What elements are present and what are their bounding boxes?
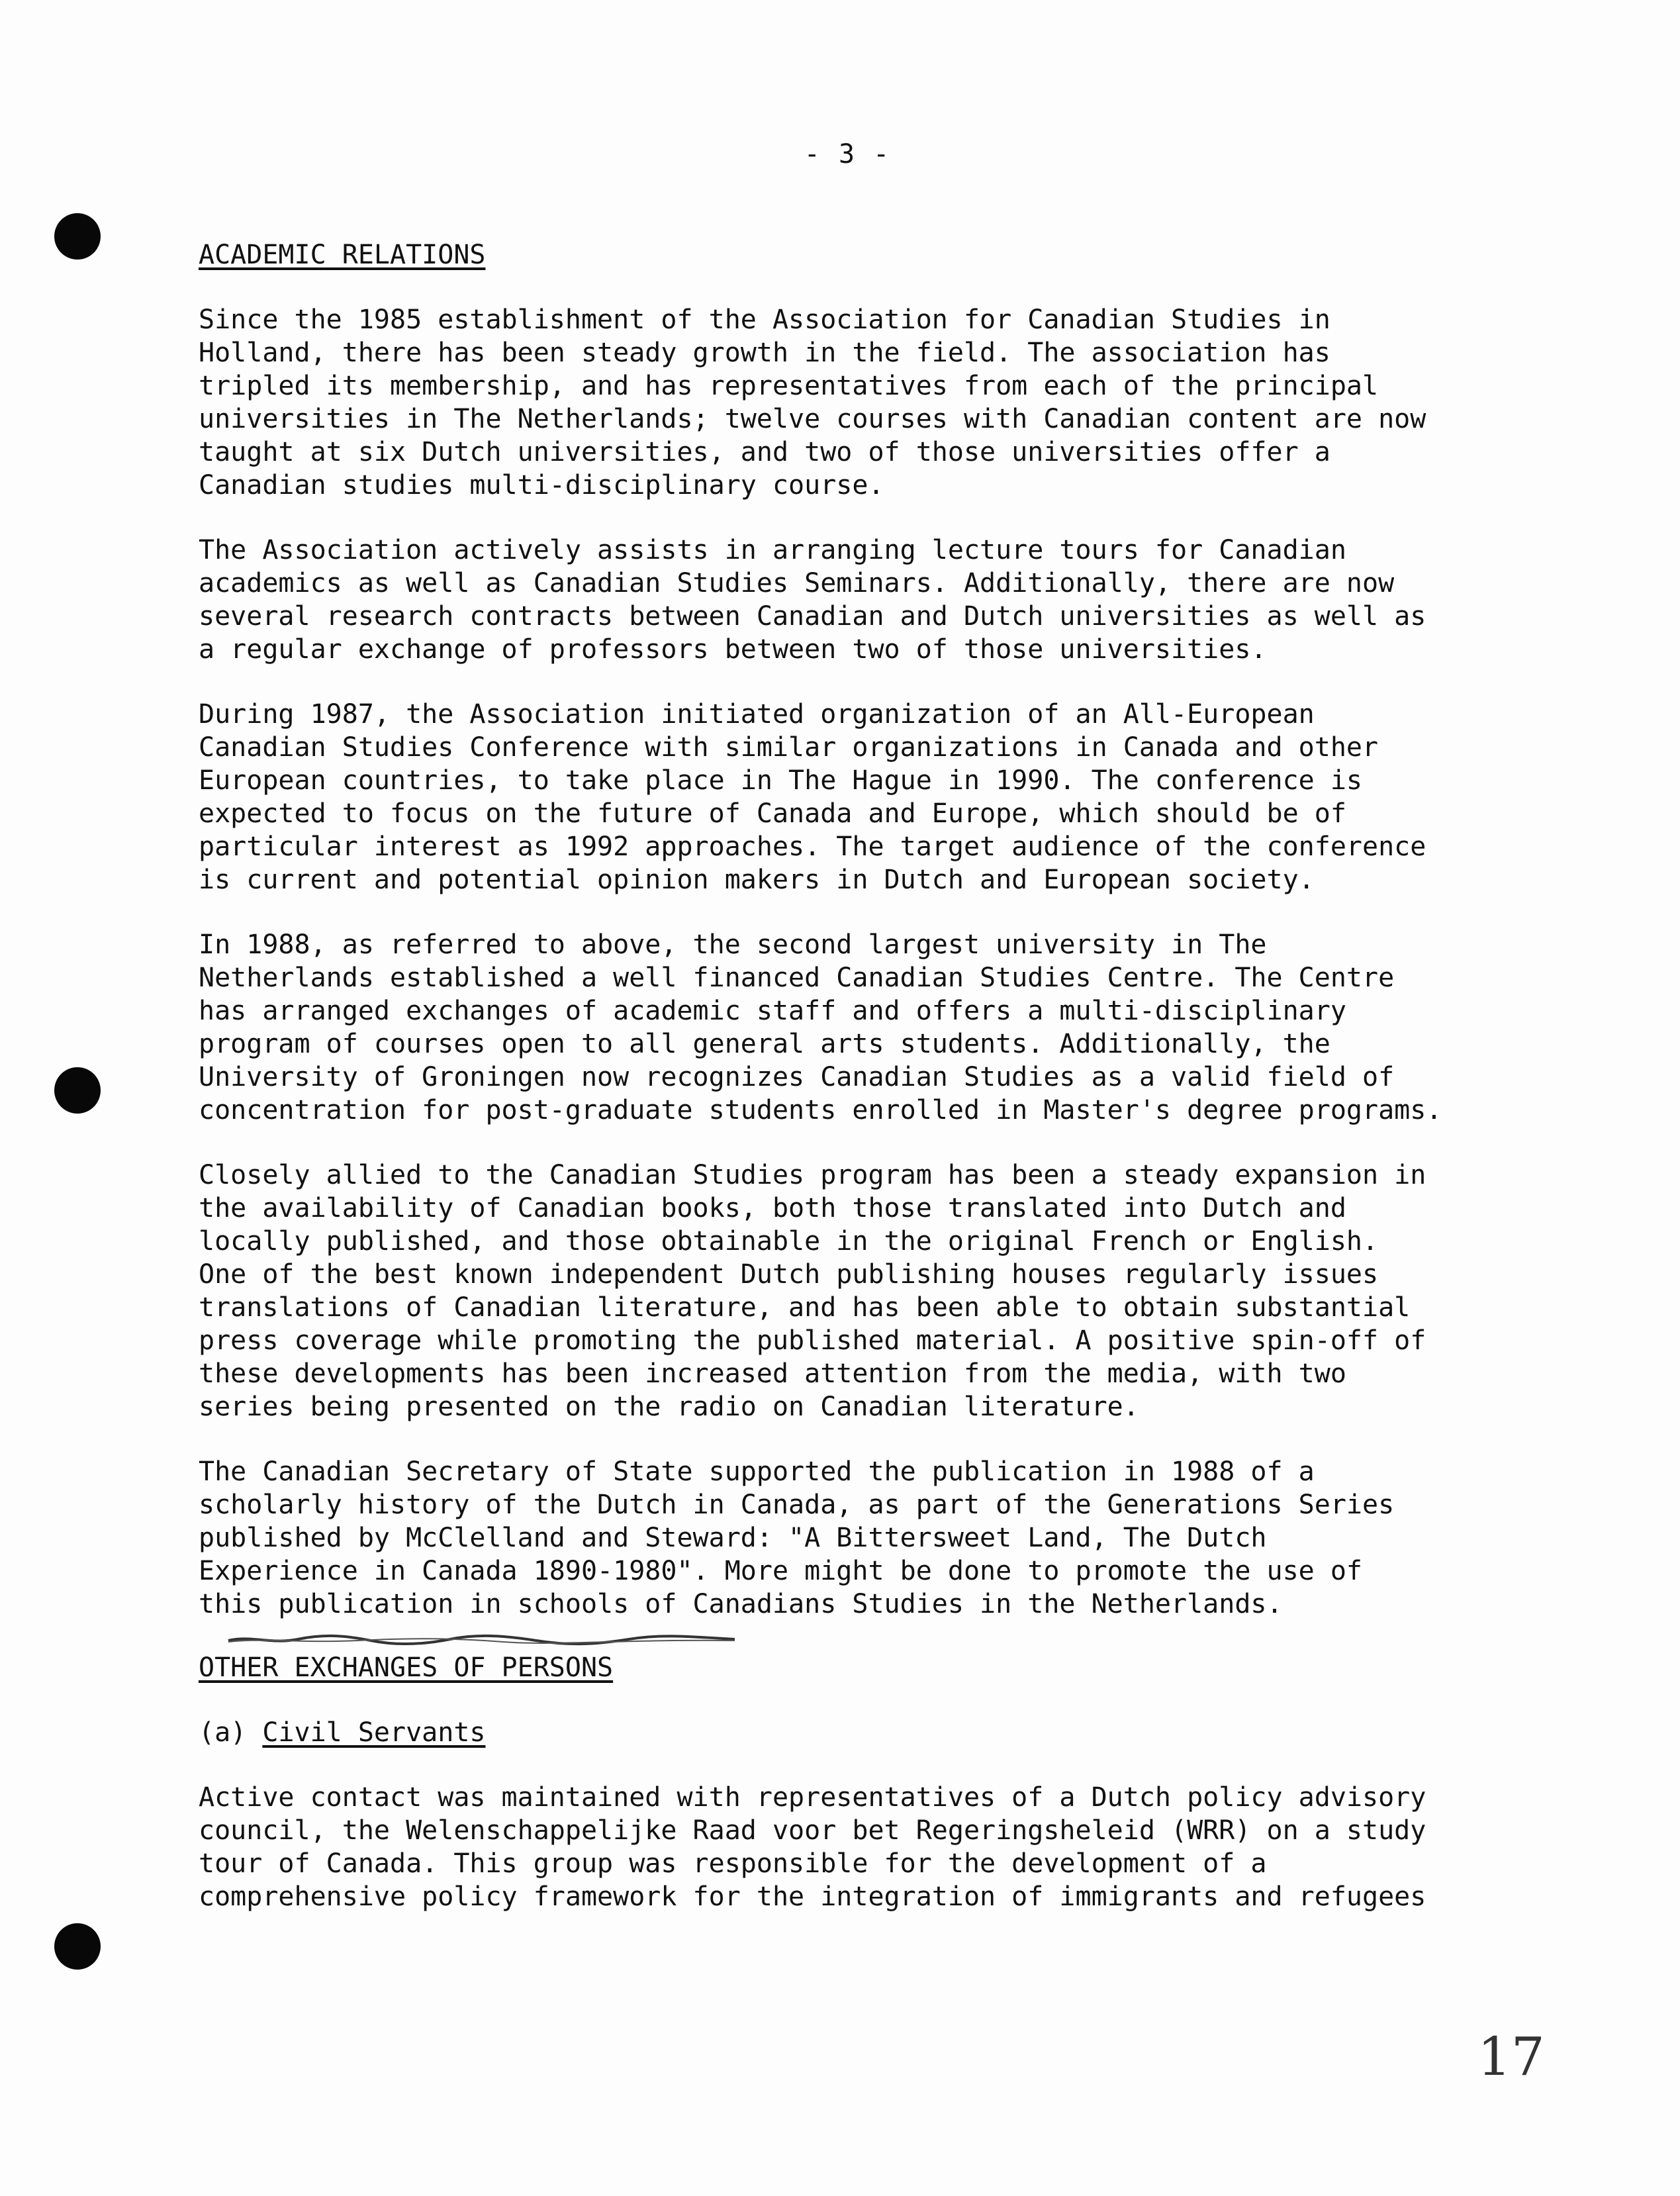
section-heading-academic-relations: ACADEMIC RELATIONS [199,240,486,270]
page-number: - 3 - [804,139,891,169]
section-heading-other-exchanges: OTHER EXCHANGES OF PERSONS [199,1652,614,1683]
paragraph: The Canadian Secretary of State supported the publication in 1988 of a scholarly history of the Dutch in Canada, as part of the Generations Series published by McClelland and Steward: "A Bittersweet Land, The Dutch Experience in Canada 1890-1980". More might be done to promote the use of this publication in schools of Canadians Studies in the Netherlands. [199,1456,1395,1619]
paragraph: Active contact was maintained with representatives of a Dutch policy advisory council, the Welenschappelijke Raad voor bet Regeringsheleid (WRR) on a study tour of Canada. This group was responsible for the development of a comprehensive policy framework for the integration of immigrants and refugees [199,1782,1426,1912]
paragraph: Closely allied to the Canadian Studies program has been a steady expansion in the availability of Canadian books, both those translated into Dutch and locally published, and those obtainable in the original French or English. One of the best known independent Dutch publishing houses regularly issues translations of Canadian literature, and has been able to obtain substantial press coverage while promoting the published material. A positive spin-off of these developments has been increased attention from the media, with two series being presented on the radio on Canadian literature. [199,1160,1426,1422]
handwritten-page-number: 17 [1477,2026,1545,2087]
punch-hole [54,1067,101,1114]
subsection-prefix: (a) [199,1717,263,1748]
punch-hole [54,213,101,260]
paragraph: During 1987, the Association initiated organization of an All-European Canadian Studies Conference with similar organizations in Canada and other European countries, to take place in The Hague in 1990. The conference is expected to focus on the future of Canada and Europe, which should be of particular interest as 1992 approaches. The target audience of the conference is current and potential opinion makers in Dutch and European society. [199,699,1426,895]
paragraph: In 1988, as referred to above, the second largest university in The Netherlands established a well financed Canadian Studies Centre. The Centre has arranged exchanges of academic staff and offers a multi-disciplinary program of courses open to all general arts students. Additionally, the University of Groningen now recognizes Canadian Studies as a valid field of concentration for post-graduate students enrolled in Master's degree programs. [199,930,1442,1125]
punch-hole [54,1923,101,1970]
subsection-title: Civil Servants [262,1717,486,1748]
document-body [199,238,1522,1945]
handwritten-strike-mark [225,1633,741,1646]
subsection-heading [199,1716,1522,1749]
paragraph: The Association actively assists in arranging lecture tours for Canadian academics as well as Canadian Studies Seminars. Additionally, there are now several research contracts between Canadian and Dutch universities as well as a regular exchange of professors between two of those universities. [199,535,1426,665]
paragraph: Since the 1985 establishment of the Association for Canadian Studies in Holland, there has been steady growth in the field. The association has tripled its membership, and has representatives from each of the principal universities in The Netherlands; twelve courses with Canadian content are now taught at six Dutch universities, and two of those universities offer a Canadian studies multi-disciplinary course. [199,305,1426,501]
